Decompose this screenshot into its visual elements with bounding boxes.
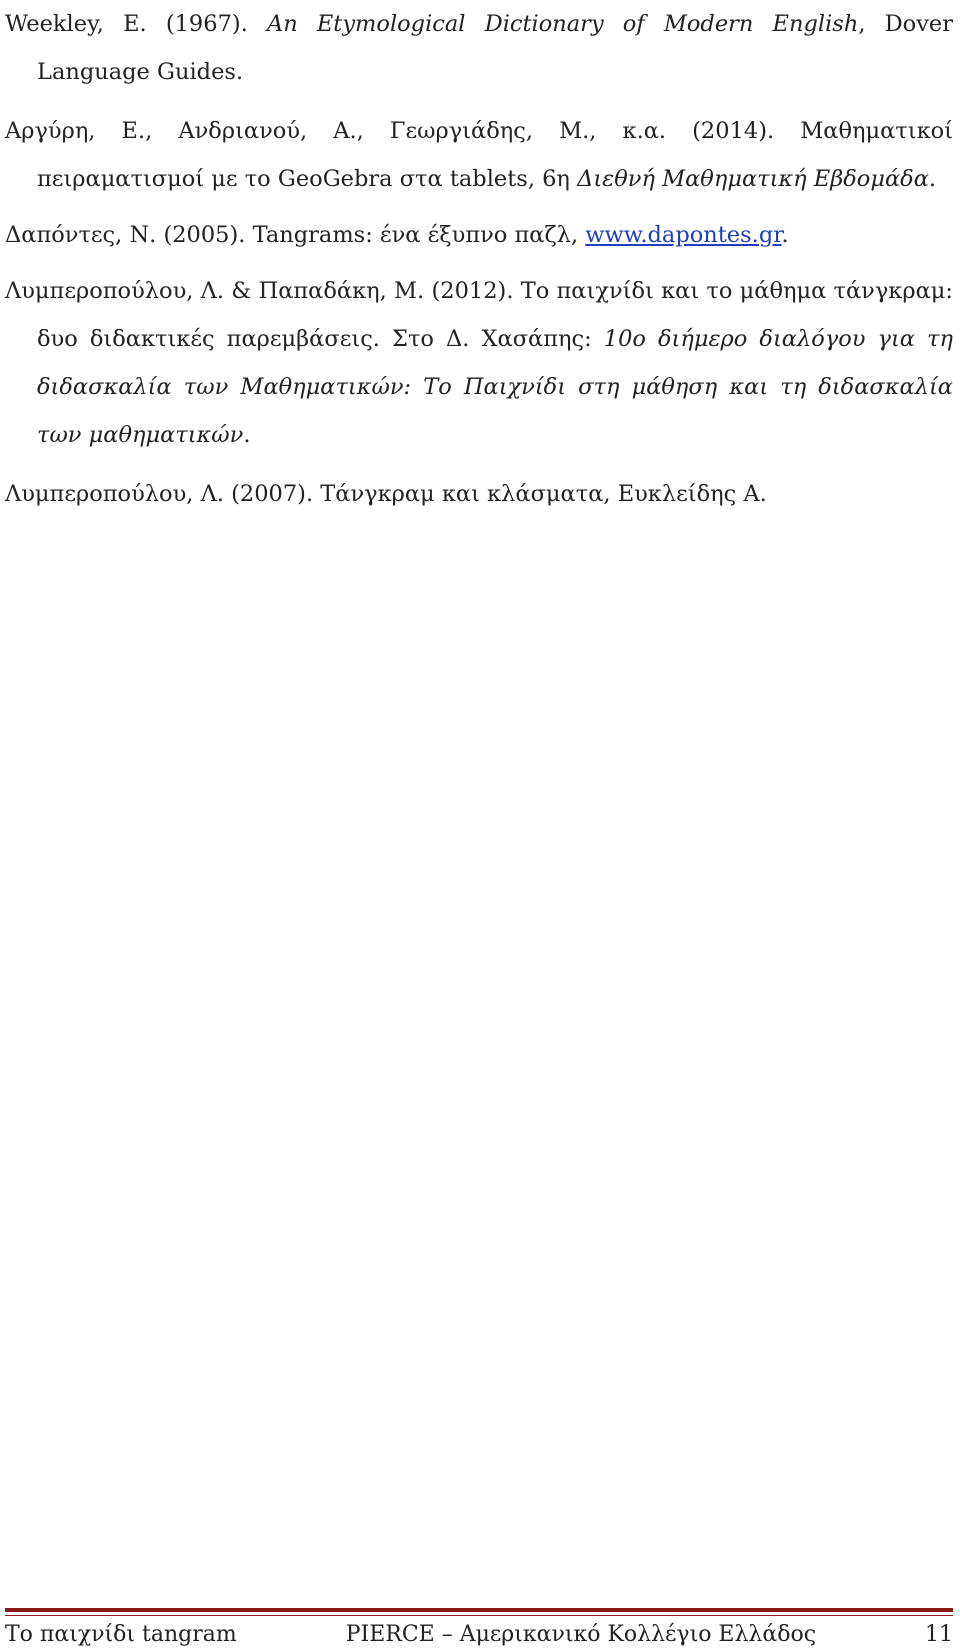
ref-text: Λυμπεροπούλου, Λ. (2007). Τάνγκραμ και κλάσματα, Ευκλείδης Α.: [5, 481, 767, 507]
reference-list: [5, 0, 953, 529]
ref-title: 10ο διήμερο διαλόγου για τη διδασκαλία των Μαθηματικών: Το Παιχνίδι στη μάθηση και τη διδασκαλία των μαθηματικών: [37, 326, 953, 448]
footer-doc-title: Το παιχνίδι tangram: [5, 1622, 237, 1647]
ref-text: Αργύρη, Ε., Ανδριανού, Α., Γεωργιάδης, Μ., κ.α. (2014). Μαθηματικοί πειραματισμοί με το GeoGebra στα tablets, 6η: [5, 118, 953, 192]
ref-text: .: [928, 166, 937, 192]
ref-text: .: [243, 422, 251, 448]
page-number: 11: [925, 1622, 953, 1647]
ref-text: Δαπόντες, Ν. (2005). Tangrams: ένα έξυπνο παζλ,: [5, 222, 586, 248]
ref-text: Weekley, E. (1967).: [5, 11, 267, 37]
ref-title: An Etymological Dictionary of Modern English: [266, 11, 859, 37]
footer-rule: [5, 1608, 953, 1612]
footer-institution: PIERCE – Αμερικανικό Κολλέγιο Ελλάδος: [345, 1622, 817, 1647]
dapontes-link[interactable]: www.dapontes.gr: [585, 222, 782, 248]
reference-argyri: [5, 107, 953, 203]
reference-lymperopoulou-2007: [5, 470, 953, 518]
ref-text: .: [781, 222, 789, 248]
reference-weekley: [5, 0, 953, 96]
ref-title: Διεθνή Μαθηματική Εβδομάδα: [577, 166, 929, 192]
ref-text: Λυμπεροπούλου, Λ. & Παπαδάκη, Μ. (2012). Το παιχνίδι και το μάθημα τάνγκραμ: δυο διδακτικές παρεμβάσεις. Στο Δ. Χασάπης:: [5, 278, 953, 352]
footer-rule-thin: [5, 1615, 953, 1616]
reference-lymperopoulou-2012: [5, 267, 953, 459]
reference-dapontes: [5, 211, 953, 259]
ref-text: , Dover Language Guides.: [37, 11, 953, 85]
page-footer: [5, 1620, 953, 1649]
